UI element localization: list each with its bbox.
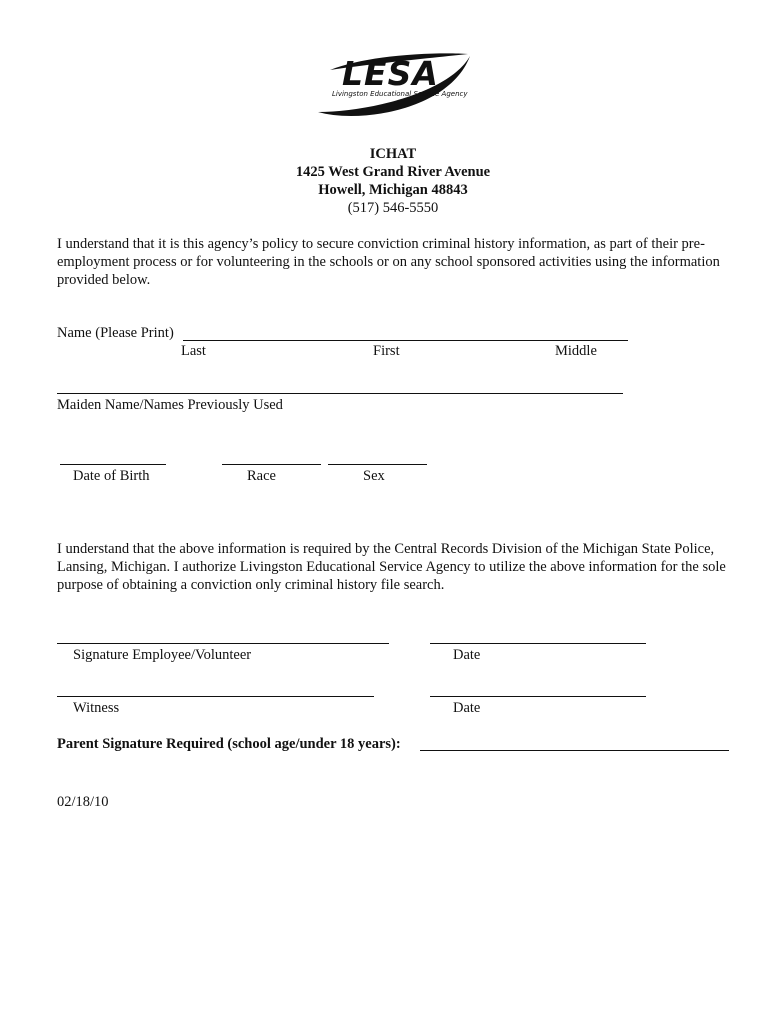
maiden-name-input-line[interactable]: [57, 393, 623, 394]
date-line-2[interactable]: [430, 696, 646, 697]
race-label: Race: [247, 468, 276, 484]
race-input-line[interactable]: [222, 464, 321, 465]
agency-city: Howell, Michigan 48843: [318, 182, 468, 198]
authorization-paragraph: I understand that the above information is required by the Central Records Division of the Michigan State Police, Lansing, Michigan. I authorize Livingston Educational Service Agency to utilize the above information for the sole purpose of obtaining a conviction only criminal history file search.: [57, 541, 726, 593]
date-line-1[interactable]: [430, 643, 646, 644]
parent-signature-label: Parent Signature Required (school age/under 18 years):: [57, 736, 401, 752]
name-label: Name (Please Print): [57, 325, 174, 341]
intro-paragraph: I understand that it is this agency’s policy to secure conviction criminal history information, as part of their pre-employment process or for volunteering in the schools or on any school sponsored activities using the information provided below.: [57, 236, 720, 288]
maiden-name-label: Maiden Name/Names Previously Used: [57, 397, 283, 413]
agency-address: 1425 West Grand River Avenue: [295, 164, 491, 180]
revision-date: 02/18/10: [57, 794, 109, 810]
last-name-label: Last: [181, 343, 206, 359]
lesa-logo: [300, 52, 490, 122]
employee-signature-line[interactable]: [57, 643, 389, 644]
agency-phone: (517) 546-5550: [347, 200, 439, 216]
dob-label: Date of Birth: [73, 468, 150, 484]
dob-input-line[interactable]: [60, 464, 166, 465]
name-input-line[interactable]: [183, 340, 628, 341]
witness-signature-line[interactable]: [57, 696, 374, 697]
middle-name-label: Middle: [555, 343, 597, 359]
form-title: ICHAT: [369, 146, 417, 162]
logo-subtitle: Livingston Educational Service Agency: [332, 90, 468, 98]
employee-signature-label: Signature Employee/Volunteer: [73, 647, 252, 663]
sex-input-line[interactable]: [328, 464, 427, 465]
logo-wordmark: LESA: [342, 54, 439, 93]
date-label-1: Date: [453, 647, 481, 663]
first-name-label: First: [373, 343, 400, 359]
date-label-2: Date: [453, 700, 481, 716]
parent-signature-line[interactable]: [420, 750, 729, 751]
sex-label: Sex: [363, 468, 385, 484]
witness-label: Witness: [73, 700, 120, 716]
